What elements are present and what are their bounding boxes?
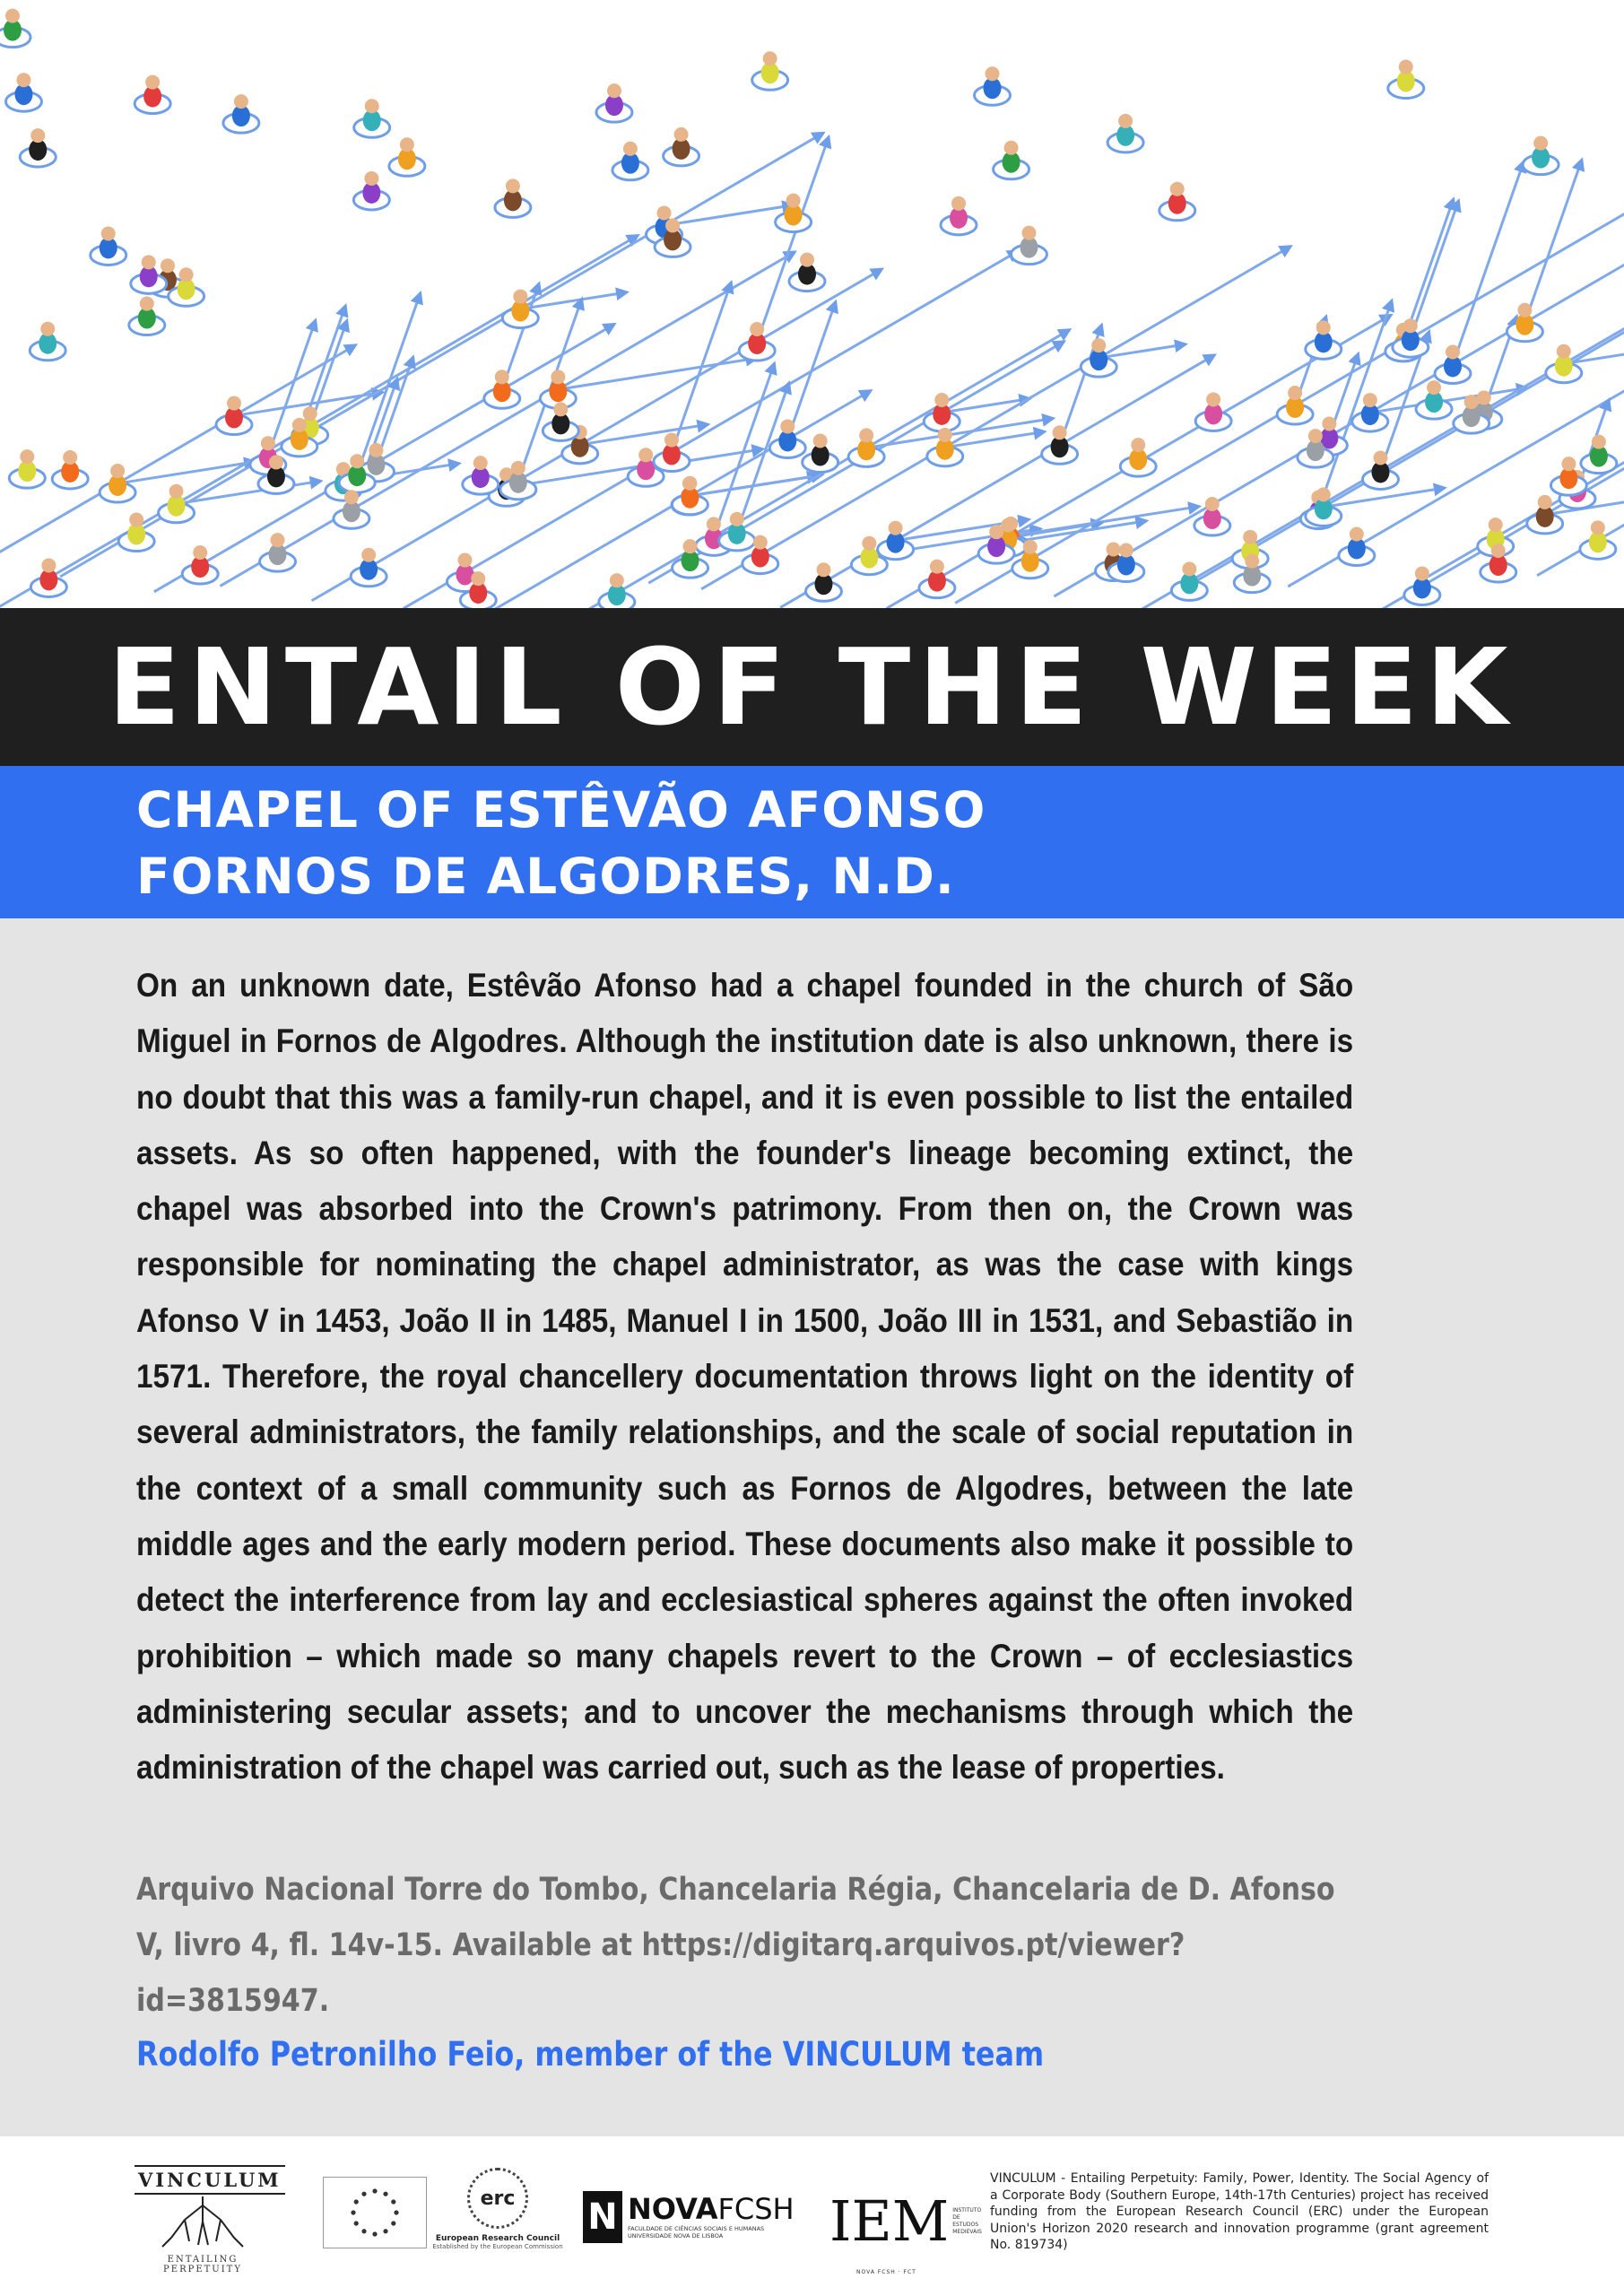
nova-name-regular: FCSH [717,2191,795,2226]
subtitle-chapel: CHAPEL OF ESTÊVÃO AFONSO [136,781,986,839]
iem-side2: ESTUDOS MEDIEVAIS [952,2222,982,2235]
nova-name-bold: NOVA [628,2191,718,2226]
iem-sub: NOVA FCSH · FCT [856,2269,916,2275]
subtitle-location: FORNOS DE ALGODRES, N.D. [136,848,955,905]
source-citation: Arquivo Nacional Torre do Tombo, Chancelaria Régia, Chancelaria de D. Afonso V, livro 4, fl. 14v-15. Available at https://digitarq.arquivos.pt/viewer?id=3815947. [136,1872,1335,2019]
title-bar [0,608,1624,766]
iem-logo [829,2163,982,2280]
erc-sub: Established by the European Commission [432,2243,563,2250]
footer [0,2136,1624,2296]
body-paragraph: On an unknown date, Estêvão Afonso had a chapel founded in the church of São Miguel in Fornos de Algodres. Although the institution date is also unknown, there is no doubt that this was a family-run chapel, and it is even possible to list the entailed assets. As so often happened, with the founder's lineage becoming extinct, the chapel was absorbed into the Crown's patrimony. From then on, the Crown was responsible for nominating the chapel administrator, as was the case with kings Afonso V in 1453, João II in 1485, Manuel I in 1500, João III in 1531, and Sebastião in 1571. Therefore, the royal chancellery documentation throws light on the identity of several administrators, the family relationships, and the scale of social reputation in the context of a small community such as Fornos de Algodres, between the late middle ages and the early modern period. These documents also make it possible to detect the interference from lay and ecclesiastical spheres against the often invoked prohibition – which made so many chapels revert to the Crown – of ecclesiastics administering secular assets; and to uncover the mechanisms through which the administration of the chapel was carried out, such as the lease of properties. [136,967,1354,1787]
nova-mark: N [583,2191,622,2243]
page-title: ENTAIL OF THE WEEK [108,625,1516,749]
roots-icon [149,2195,256,2248]
erc-name: European Research Council [435,2234,560,2243]
erc-mark: erc [467,2168,528,2229]
iem-side1: INSTITUTO DE [952,2207,982,2222]
subtitle-bar [0,766,1624,918]
content-panel [0,918,1624,2136]
funding-statement: VINCULUM - Entailing Perpetuity: Family, Power, Identity. The Social Agency of a Corporate Body (Southern Europe, 14th-17th Centuries) project has received funding from the European Research Council (ERC) under the European Union's Horizon 2020 research and innovation programme (grant agreement No. 819734) [990,2171,1489,2253]
nova-line1: FACULDADE DE CIÊNCIAS SOCIAIS E HUMANAS [628,2224,765,2232]
eu-flag-icon [323,2177,427,2248]
vinculum-logo [135,2165,282,2274]
vinculum-tagline: ENTAILING PERPETUITY [163,2255,242,2274]
nova-line2: UNIVERSIDADE NOVA DE LISBOA [628,2231,724,2239]
author-credit: Rodolfo Petronilho Feio, member of the VINCULUM team [136,2035,1045,2074]
erc-logo [430,2168,565,2275]
nova-fcsh-logo [583,2186,795,2248]
vinculum-wordmark: VINCULUM [135,2165,285,2195]
iem-mark: IEM [829,2188,950,2254]
hero-network-illustration [0,0,1624,608]
